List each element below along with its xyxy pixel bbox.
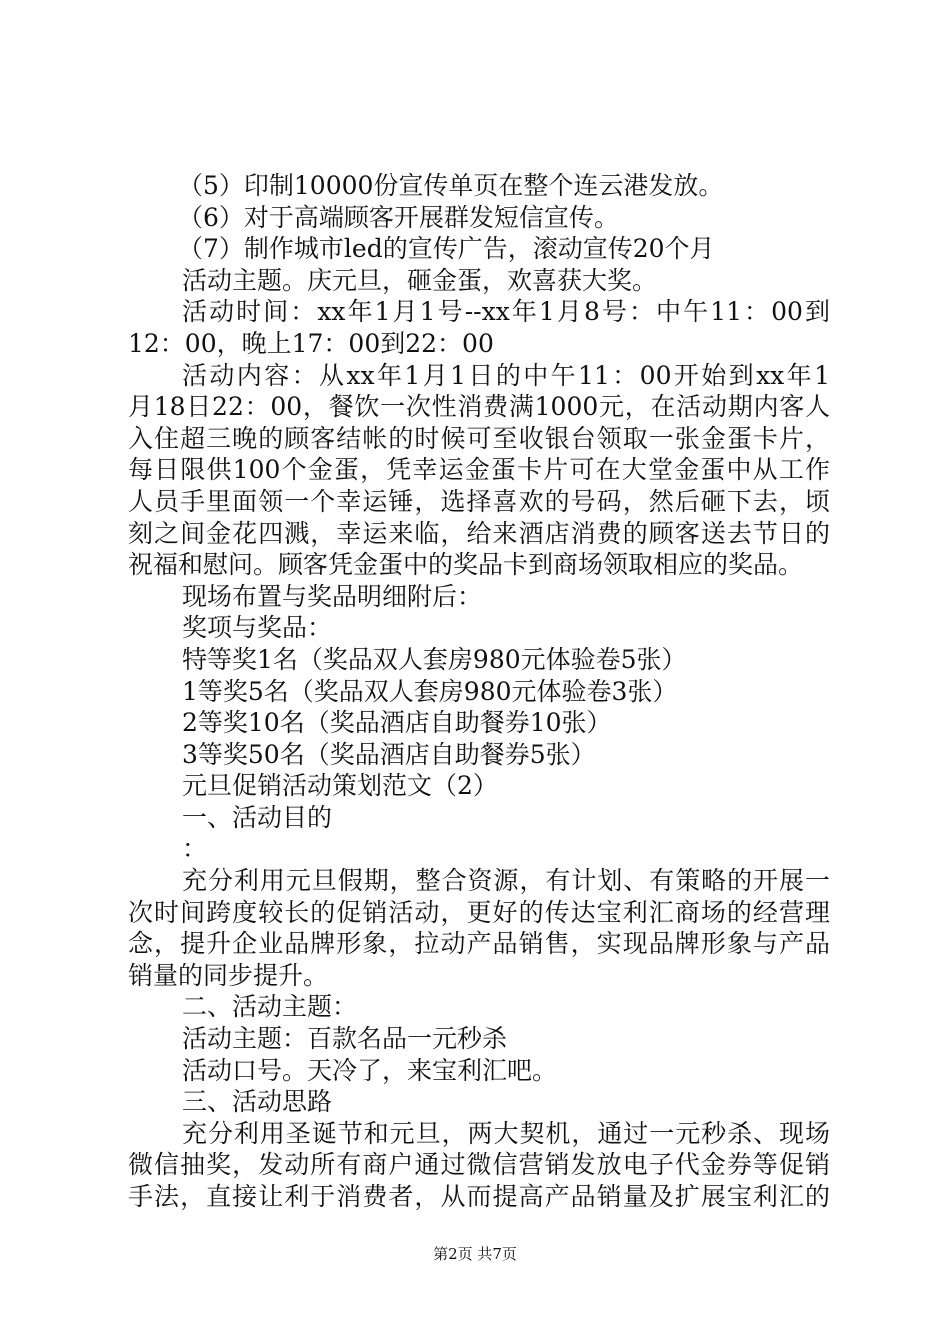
- layout-note-line: 现场布置与奖品明细附后：: [182, 581, 483, 611]
- paragraph-line: 刻之间金花四溅，幸运来临，给来酒店消费的顾客送去节日的: [128, 518, 830, 548]
- heading-approach: 三、活动思路: [182, 1087, 333, 1117]
- section-title: 元旦促销活动策划范文（2）: [182, 771, 498, 801]
- paragraph-line: 祝福和慰问。顾客凭金蛋中的奖品卡到商场领取相应的奖品。: [128, 550, 804, 580]
- colon-line: ：: [182, 834, 208, 864]
- prize-item-first: 1等奖5名（奖品双人套房980元体验卷3张）: [182, 676, 678, 706]
- list-item-6: （6）对于高端顾客开展群发短信宣传。: [178, 202, 619, 232]
- activity-time-line-cont: 12：00，晚上17：00到22：00: [128, 328, 494, 358]
- paragraph-line: 月18日22：00，餐饮一次性消费满1000元，在活动期内客人: [128, 392, 830, 422]
- heading-theme: 二、活动主题：: [182, 992, 358, 1022]
- paragraph-line: 人员手里面领一个幸运锤，选择喜欢的号码，然后砸下去，顷: [128, 486, 830, 516]
- list-item-7: （7）制作城市led的宣传广告，滚动宣传20个月: [178, 234, 715, 264]
- page-footer: 第2页 共7页: [433, 1245, 517, 1263]
- paragraph-line: 微信抽奖，发动所有商户通过微信营销发放电子代金券等促销: [128, 1150, 830, 1180]
- paragraph-line: 每日限供100个金蛋，凭幸运金蛋卡片可在大堂金蛋中从工作: [128, 455, 830, 485]
- slogan-line: 活动口号。天冷了，来宝利汇吧。: [182, 1055, 558, 1085]
- paragraph-line: 销量的同步提升。: [128, 960, 329, 990]
- activity-time-line: 活动时间：xx年1月1号--xx年1月8号：中午11：00到: [182, 297, 830, 327]
- paragraph-line: 次时间跨度较长的促销活动，更好的传达宝利汇商场的经营理: [128, 897, 830, 927]
- paragraph-line: 充分利用元旦假期，整合资源，有计划、有策略的开展一: [182, 866, 830, 896]
- paragraph-line: 充分利用圣诞节和元旦，两大契机，通过一元秒杀、现场: [182, 1118, 830, 1148]
- list-item-5: （5）印制10000份宣传单页在整个连云港发放。: [178, 171, 724, 200]
- document-body: [128, 170, 830, 1213]
- prize-item-special: 特等奖1名（奖品双人套房980元体验卷5张）: [182, 644, 687, 674]
- activity-content-line: 活动内容：从xx年1月1日的中午11：00开始到xx年1: [182, 360, 830, 390]
- prize-item-third: 3等奖50名（奖品酒店自助餐券5张）: [182, 739, 596, 769]
- paragraph-line: 念，提升企业品牌形象，拉动产品销售，实现品牌形象与产品: [128, 929, 830, 959]
- prize-item-second: 2等奖10名（奖品酒店自助餐券10张）: [182, 708, 612, 738]
- theme-line: 活动主题：百款名品一元秒杀: [182, 1024, 508, 1054]
- paragraph-line: 手法，直接让利于消费者，从而提高产品销量及扩展宝利汇的: [128, 1182, 830, 1211]
- paragraph-line: 入住超三晚的顾客结帐的时候可至收银台领取一张金蛋卡片，: [128, 423, 830, 453]
- activity-theme-line: 活动主题。庆元旦，砸金蛋，欢喜获大奖。: [182, 265, 658, 295]
- heading-purpose: 一、活动目的: [182, 802, 333, 832]
- prize-heading: 奖项与奖品：: [182, 613, 333, 643]
